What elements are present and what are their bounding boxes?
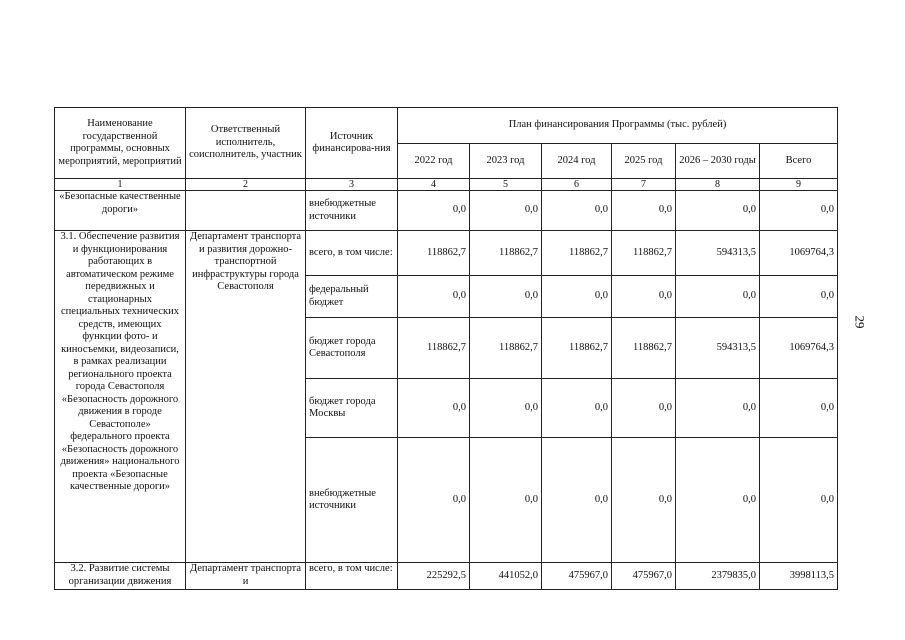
value-2022: 0,0 — [398, 379, 470, 438]
value-2026-2030: 0,0 — [676, 379, 760, 438]
value-total: 1069764,3 — [760, 318, 838, 379]
value-2022: 0,0 — [398, 191, 470, 231]
value-2022: 118862,7 — [398, 318, 470, 379]
value-2024: 0,0 — [542, 191, 612, 231]
funding-source: бюджет города Севастополя — [306, 318, 398, 379]
value-2025: 0,0 — [612, 379, 676, 438]
column-number: 3 — [306, 179, 398, 191]
column-number: 1 — [55, 179, 186, 191]
header-source: Источник финансирова-ния — [306, 108, 398, 179]
executor-empty — [186, 191, 306, 231]
value-2025: 475967,0 — [612, 563, 676, 590]
column-numbers-row — [55, 179, 838, 191]
value-2026-2030: 594313,5 — [676, 231, 760, 276]
funding-source: всего, в том числе: — [306, 563, 398, 590]
table-row — [55, 563, 838, 590]
value-2023: 118862,7 — [470, 231, 542, 276]
value-2023: 0,0 — [470, 276, 542, 318]
value-2023: 0,0 — [470, 379, 542, 438]
column-number: 9 — [760, 179, 838, 191]
value-2023: 118862,7 — [470, 318, 542, 379]
header-year-2024: 2024 год — [542, 144, 612, 179]
value-2022: 0,0 — [398, 438, 470, 563]
measure-name-continued: «Безопасные качественные дороги» — [55, 191, 186, 231]
funding-source: федеральный бюджет — [306, 276, 398, 318]
executor-3-1: Департамент транспорта и развития дорожно-транспортной инфраструктуры города Севастополя — [186, 231, 306, 563]
header-year-2025: 2025 год — [612, 144, 676, 179]
header-year-2026-2030: 2026 – 2030 годы — [676, 144, 760, 179]
column-number: 8 — [676, 179, 760, 191]
value-2024: 118862,7 — [542, 318, 612, 379]
value-2026-2030: 0,0 — [676, 191, 760, 231]
header-plan: План финансирования Программы (тыс. рублей) — [398, 108, 838, 144]
column-number: 4 — [398, 179, 470, 191]
value-2026-2030: 0,0 — [676, 276, 760, 318]
value-2023: 0,0 — [470, 191, 542, 231]
header-year-2023: 2023 год — [470, 144, 542, 179]
value-2024: 475967,0 — [542, 563, 612, 590]
column-number: 6 — [542, 179, 612, 191]
executor-3-2: Департамент транспорта и — [186, 563, 306, 590]
value-total: 0,0 — [760, 276, 838, 318]
value-2022: 0,0 — [398, 276, 470, 318]
funding-source: внебюджетные источники — [306, 191, 398, 231]
financing-table — [54, 107, 838, 590]
header-executor: Ответственный исполнитель, соисполнитель, участник — [186, 108, 306, 179]
value-total: 0,0 — [760, 438, 838, 563]
funding-source: всего, в том числе: — [306, 231, 398, 276]
column-number: 2 — [186, 179, 306, 191]
value-total: 3998113,5 — [760, 563, 838, 590]
value-total: 1069764,3 — [760, 231, 838, 276]
column-number: 7 — [612, 179, 676, 191]
value-2024: 0,0 — [542, 276, 612, 318]
column-number: 5 — [470, 179, 542, 191]
value-2025: 0,0 — [612, 276, 676, 318]
value-total: 0,0 — [760, 379, 838, 438]
header-year-2022: 2022 год — [398, 144, 470, 179]
value-2025: 118862,7 — [612, 231, 676, 276]
value-2024: 0,0 — [542, 438, 612, 563]
funding-source: бюджет города Москвы — [306, 379, 398, 438]
table-row — [55, 191, 838, 231]
measure-name-3-1: 3.1. Обеспечение развития и функционирования работающих в автоматическом режиме передвижных и стационарных специальных технических средств, имеющих функции фото- и киносъемки, видеозаписи, в рамках реализации регионального проекта города Севастополя «Безопасность дорожного движения в городе Севастополе» федерального проекта «Безопасность дорожного движения» национального проекта «Безопасные качественные дороги» — [55, 231, 186, 563]
header-total: Всего — [760, 144, 838, 179]
value-2022: 118862,7 — [398, 231, 470, 276]
funding-source: внебюджетные источники — [306, 438, 398, 563]
value-2025: 0,0 — [612, 191, 676, 231]
value-2025: 0,0 — [612, 438, 676, 563]
value-total: 0,0 — [760, 191, 838, 231]
measure-name-3-2: 3.2. Развитие системы организации движения — [55, 563, 186, 590]
value-2022: 225292,5 — [398, 563, 470, 590]
value-2026-2030: 2379835,0 — [676, 563, 760, 590]
value-2024: 118862,7 — [542, 231, 612, 276]
value-2024: 0,0 — [542, 379, 612, 438]
value-2025: 118862,7 — [612, 318, 676, 379]
header-name: Наименование государственной программы, основных мероприятий, мероприятий — [55, 108, 186, 179]
page-number: 29 — [852, 315, 868, 329]
value-2023: 0,0 — [470, 438, 542, 563]
value-2023: 441052,0 — [470, 563, 542, 590]
value-2026-2030: 594313,5 — [676, 318, 760, 379]
table-row — [55, 231, 838, 276]
value-2026-2030: 0,0 — [676, 438, 760, 563]
